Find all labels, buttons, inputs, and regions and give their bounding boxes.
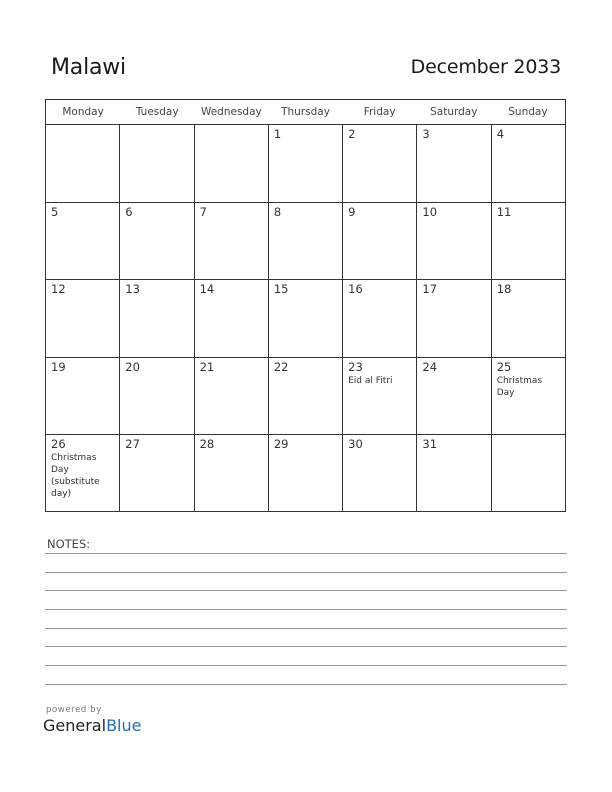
day-cell bbox=[120, 435, 194, 512]
day-cell bbox=[46, 358, 120, 435]
logo-blue: Blue bbox=[106, 716, 142, 735]
week-row bbox=[46, 125, 565, 203]
day-cell bbox=[343, 280, 417, 357]
day-number: 5 bbox=[51, 204, 59, 219]
day-number: 13 bbox=[125, 282, 140, 296]
weekday-thursday: Thursday bbox=[281, 106, 330, 118]
notes-line bbox=[45, 684, 567, 685]
day-number: 26 bbox=[51, 437, 66, 451]
day-number: 6 bbox=[125, 204, 133, 219]
day-cell bbox=[492, 125, 565, 202]
weekday-monday: Monday bbox=[62, 106, 104, 118]
day-number: 25 bbox=[496, 359, 512, 374]
day-number: 9 bbox=[348, 204, 356, 219]
notes-line bbox=[45, 628, 567, 629]
day-number: 1 bbox=[273, 127, 282, 141]
day-cell bbox=[195, 203, 269, 280]
week-row bbox=[46, 358, 565, 436]
day-number: 4 bbox=[496, 127, 505, 141]
day-cell bbox=[269, 435, 343, 512]
day-cell bbox=[46, 203, 120, 280]
day-cell bbox=[46, 280, 120, 357]
day-number: 17 bbox=[422, 282, 438, 296]
week-row bbox=[46, 435, 565, 512]
day-number: 29 bbox=[273, 437, 289, 451]
day-cell bbox=[343, 203, 417, 280]
day-number: 24 bbox=[422, 359, 438, 374]
notes-label: NOTES: bbox=[47, 537, 91, 551]
day-cell bbox=[417, 358, 491, 435]
day-cell bbox=[120, 358, 194, 435]
day-number: 8 bbox=[273, 204, 282, 219]
day-cell bbox=[269, 358, 343, 435]
notes-line bbox=[45, 646, 567, 647]
holiday-label: Christmas Day (substitute day) bbox=[51, 453, 100, 499]
day-number: 27 bbox=[125, 437, 140, 451]
holiday-label: Christmas Day bbox=[496, 375, 543, 398]
weekday-tuesday: Tuesday bbox=[135, 106, 179, 118]
day-number: 2 bbox=[348, 127, 356, 141]
day-cell bbox=[46, 435, 120, 512]
day-number: 22 bbox=[273, 359, 289, 374]
day-number: 11 bbox=[496, 204, 512, 219]
day-cell bbox=[343, 435, 417, 512]
week-row bbox=[46, 280, 565, 358]
notes-line bbox=[45, 665, 567, 666]
weekday-header bbox=[46, 100, 565, 125]
day-cell bbox=[120, 203, 194, 280]
weekday-sunday: Sunday bbox=[508, 106, 548, 118]
day-cell bbox=[492, 358, 565, 435]
day-number: 19 bbox=[51, 359, 66, 374]
day-number: 7 bbox=[199, 204, 207, 219]
week-row bbox=[46, 203, 565, 281]
logo-general: General bbox=[43, 716, 107, 735]
day-number: 30 bbox=[348, 437, 363, 451]
day-cell bbox=[120, 280, 194, 357]
day-cell bbox=[417, 203, 491, 280]
weekday-friday: Friday bbox=[363, 106, 396, 118]
notes-line bbox=[45, 609, 567, 610]
day-cell bbox=[343, 358, 417, 435]
day-cell bbox=[269, 125, 343, 202]
day-number: 28 bbox=[199, 437, 215, 451]
day-number: 14 bbox=[199, 282, 215, 296]
holiday-label: Eid al Fitri bbox=[348, 375, 393, 386]
day-cell bbox=[195, 125, 269, 202]
generalblue-logo bbox=[43, 716, 141, 735]
weekday-wednesday: Wednesday bbox=[200, 106, 262, 118]
day-number: 31 bbox=[422, 437, 438, 451]
day-cell bbox=[492, 280, 565, 357]
day-cell bbox=[46, 125, 120, 202]
day-cell bbox=[269, 203, 343, 280]
day-number: 12 bbox=[51, 282, 66, 296]
day-number: 18 bbox=[496, 282, 512, 296]
weekday-saturday: Saturday bbox=[430, 106, 478, 118]
day-number: 21 bbox=[199, 359, 215, 374]
country-title: Malawi bbox=[51, 55, 126, 80]
day-cell bbox=[120, 125, 194, 202]
day-number: 15 bbox=[273, 282, 289, 296]
month-title: December 2033 bbox=[410, 56, 561, 78]
notes-line bbox=[45, 590, 567, 591]
day-cell bbox=[195, 435, 269, 512]
notes-line bbox=[45, 572, 567, 573]
day-number: 3 bbox=[422, 127, 430, 141]
day-number: 10 bbox=[422, 204, 438, 219]
day-cell bbox=[417, 435, 491, 512]
powered-by-text: powered by bbox=[46, 705, 102, 715]
day-cell bbox=[492, 203, 565, 280]
day-cell bbox=[492, 435, 565, 512]
day-cell bbox=[417, 125, 491, 202]
day-number: 23 bbox=[348, 359, 363, 374]
day-cell bbox=[417, 280, 491, 357]
day-cell bbox=[343, 125, 417, 202]
day-cell bbox=[195, 358, 269, 435]
day-cell bbox=[269, 280, 343, 357]
day-cell bbox=[195, 280, 269, 357]
calendar-grid bbox=[45, 99, 566, 512]
notes-line bbox=[45, 553, 567, 554]
day-number: 16 bbox=[348, 282, 363, 296]
day-number: 20 bbox=[125, 359, 140, 374]
